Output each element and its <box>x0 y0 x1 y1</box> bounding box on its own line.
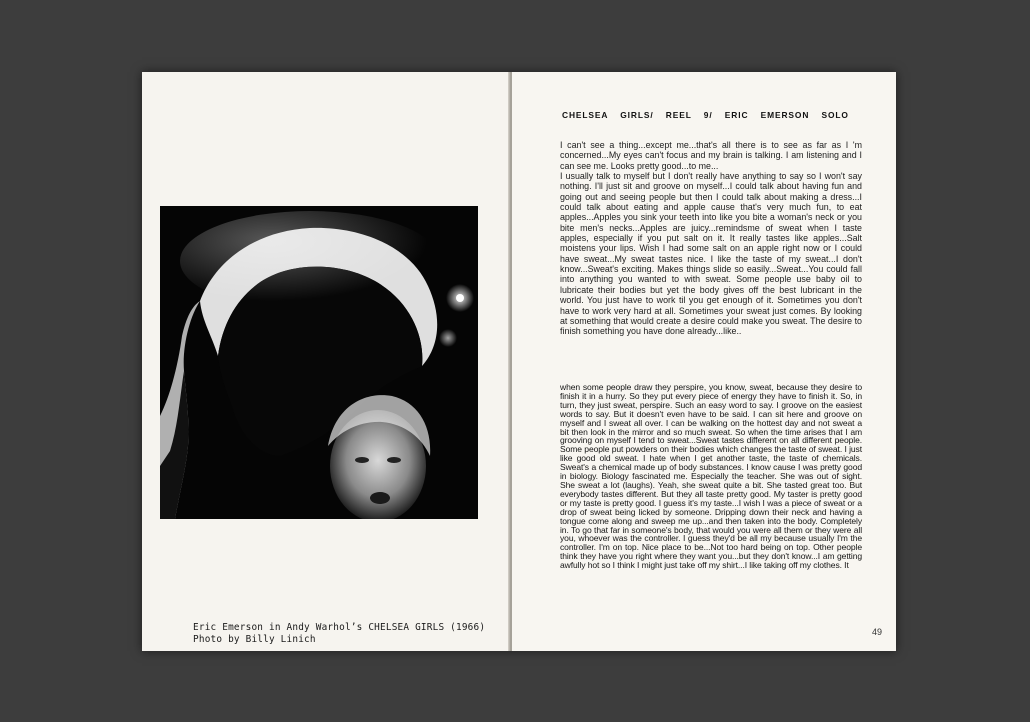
film-still-photo <box>160 206 478 519</box>
left-page <box>142 72 510 651</box>
book-spread <box>142 72 896 651</box>
caption-line: Eric Emerson in Andy Warhol’s CHELSEA GIRLS (1966) <box>193 622 486 633</box>
page-number: 49 <box>871 627 882 637</box>
chapter-heading: CHELSEA GIRLS/ REEL 9/ ERIC EMERSON SOLO <box>562 110 849 120</box>
body-text-paragraph-small: when some people draw they perspire, you know, sweat, because they desire to finish it in a hurry. So they put every piece of energy they have to finish it. So, in turn, they just sweat, perspire. Such an easy word to say. I groove on the easiest words to say. But it doesn't even have to be said. I can sit here and groove on myself and I sweat all over. I can be walking on the hottest day and not sweat a bit then look in the mirror and so much sweat. So when the time arises that I am grooving on myself I tend to sweat...Sweat tastes different on all different people. Some people put powders on their bodies which changes the taste of sweat. I just like good old sweat. I hate when I get another taste, the taste of chemicals. Sweat's a chemical made up of body substances. I know cause I was pretty good in biology. Biology fascinated me. Especially the teacher. She was out of sight. She sweat a lot (laughs). Yeah, she sweat quite a bit. She tasted great too. But everybody tastes different. But they all taste pretty good. My taster is pretty good or my taste is pretty good. I guess it's my taste...I wish I was a piece of sweat or a drop of sweat being licked by someone. Dripping down their neck and having a tongue come along and sweep me up...and then taken into the body. Completely in. To go that far in someone's body, that would you were all them or they were all you, whoever was the controller. I guess they'd be all my because usually I'm the controller. I'm on top. Nice place to be...Not too hard being on top. Other people think they have you right where they want you...but they don't know...I am getting awfully hot so I think I might just take off my shirt...I like taking off my clothes. It <box>560 382 862 571</box>
body-text-paragraph: I can't see a thing...except me...that's all there is to see as far as I 'm concerned...My eyes can't focus and my brain is talking. I am listening and I can see me. Looks pretty good...to me... I usually talk to myself but I don't really have anything to say so I won't say nothing. I'll just sit and groove on myself...I could talk about having fun and going out and seeing people but then I could talk about making a dress...I could talk about eating and apple cause that's very much fun, to eat apples...Apples you sink your teeth into like you bite a woman's neck or you bite men's necks...Apples are juicy...remindsme of sweat when I taste apples, especially if you put salt on it. It really tastes like apples...Salt moistens your lips. Wish I had some salt on an apple right now or I could have sweat...My sweat tastes nice. I like the taste of my sweat...I don't know...Sweat's exciting. Makes things slide so easily...Sweat...You could fall into anything you wanted to with sweat. Some people use baby oil to lubricate their bodies but yet the body gives off the best lubricant in the world. You just have to work til you get enough of it. Sometimes you don't have to work very hard at all. Sometimes your sweat just comes. By looking at something that would create a desire could make you sweat. The desire to finish something you have done already...like.. <box>560 140 862 337</box>
right-page <box>512 72 896 651</box>
caption-credit: Photo by Billy Linich <box>193 633 316 645</box>
photo-caption <box>193 622 493 645</box>
